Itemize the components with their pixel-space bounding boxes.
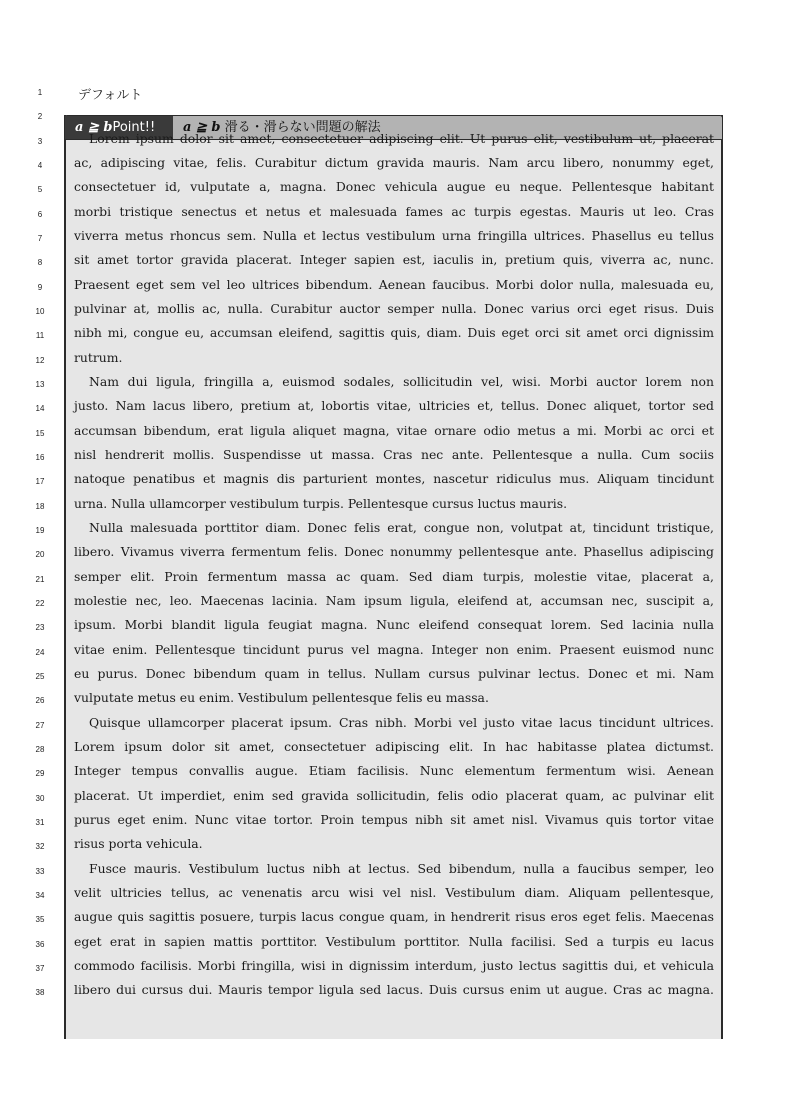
line-number: 31 <box>35 817 45 827</box>
line-number: 35 <box>35 915 45 925</box>
tag-math: a ≧ b <box>75 120 113 135</box>
body-text-line: Lorem ipsum dolor sit amet, consectetuer adipiscing elit. Ut purus elit, vestibulum ut, placerat <box>89 130 714 146</box>
line-number: 38 <box>35 988 45 998</box>
line-number: 3 <box>37 136 43 146</box>
line-number: 8 <box>37 258 43 268</box>
body-text-line: eu purus. Donec bibendum quam in tellus. Nullam cursus pulvinar lectus. Donec et mi. Nam <box>74 665 714 681</box>
line-number: 23 <box>35 623 45 633</box>
body-text-line: ac, adipiscing vitae, felis. Curabitur dictum gravida mauris. Nam arcu libero, nonummy eget, <box>74 154 714 170</box>
line-number: 1 <box>37 88 43 97</box>
line-number: 29 <box>35 769 45 779</box>
body-text-line: Fusce mauris. Vestibulum luctus nibh at lectus. Sed bibendum, nulla a faucibus semper, leo <box>89 860 714 876</box>
line-number: 32 <box>35 842 45 852</box>
line-number: 18 <box>35 501 45 511</box>
line-number: 37 <box>35 963 45 973</box>
line-number: 12 <box>35 355 45 365</box>
tag-label: Point!! <box>112 120 156 135</box>
body-text-line: pulvinar at, mollis ac, nulla. Curabitur auctor semper nulla. Donec varius orci eget risus. Duis <box>74 300 714 316</box>
body-text-line: viverra metus rhoncus sem. Nulla et lectus vestibulum urna fringilla ultrices. Phasellus eu tellus <box>74 227 714 243</box>
body-text-line: Quisque ullamcorper placerat ipsum. Cras nibh. Morbi vel justo vitae lacus tincidunt ultrices. <box>89 714 714 730</box>
body-text-line: sit amet tortor gravida placerat. Integer sapien est, iaculis in, pretium quis, viverra ac, nunc. <box>74 252 714 268</box>
line-number: 27 <box>35 720 45 730</box>
body-text-line: natoque penatibus et magnis dis parturient montes, nascetur ridiculus mus. Aliquam tincidunt <box>74 471 714 487</box>
line-number: 21 <box>35 574 45 584</box>
body-text-line: risus porta vehicula. <box>74 836 203 852</box>
line-number: 11 <box>35 331 45 341</box>
line-number: 26 <box>35 696 45 706</box>
line-number: 2 <box>37 112 43 122</box>
body-text-line: Nam dui ligula, fringilla a, euismod sodales, sollicitudin vel, wisi. Morbi auctor lorem non <box>89 373 714 389</box>
line-number: 20 <box>35 550 45 560</box>
line-number: 36 <box>35 939 45 949</box>
body-text-line: placerat. Ut imperdiet, enim sed gravida sollicitudin, felis odio placerat quam, ac pulvinar elit <box>74 787 714 803</box>
line-number: 22 <box>35 598 45 608</box>
line-number: 14 <box>35 404 45 414</box>
body-text-line: Lorem ipsum dolor sit amet, consectetuer adipiscing elit. In hac habitasse platea dictumst. <box>74 738 714 754</box>
body-text-line: commodo facilisis. Morbi fringilla, wisi in dignissim interdum, justo lectus sagittis dui, et vehicula <box>74 957 714 973</box>
line-number: 30 <box>35 793 45 803</box>
line-number: 9 <box>37 282 43 292</box>
line-number: 25 <box>35 671 45 681</box>
line-number: 6 <box>37 209 43 219</box>
subtitle-text: 滑る・滑らない問題の解法 <box>220 120 381 135</box>
line-number: 5 <box>37 185 43 195</box>
body-text-line: eget erat in sapien mattis porttitor. Vestibulum porttitor. Nulla facilisi. Sed a turpis eu lacus <box>74 933 714 949</box>
body-text-line: Praesent eget sem vel leo ultrices bibendum. Aenean faucibus. Morbi dolor nulla, malesuada eu, <box>74 276 714 292</box>
line-number: 17 <box>35 477 45 487</box>
body-text-line: rutrum. <box>74 349 123 365</box>
body-text-line: purus eget enim. Nunc vitae tortor. Proin tempus nibh sit amet nisl. Vivamus quis tortor vitae <box>74 811 714 827</box>
line-number: 19 <box>35 525 45 535</box>
line-number: 7 <box>37 233 43 243</box>
body-text-line: justo. Nam lacus libero, pretium at, lobortis vitae, ultricies et, tellus. Donec aliquet, tortor sed <box>74 398 714 414</box>
body-text-line: accumsan bibendum, erat ligula aliquet magna, vitae ornare odio metus a mi. Morbi ac orci et <box>74 422 714 438</box>
subtitle-math: a ≧ b <box>183 120 221 135</box>
box-left-border <box>64 115 66 1039</box>
box-right-border <box>721 115 723 1039</box>
line-number: 28 <box>35 744 45 754</box>
body-text-line: velit ultricies tellus, ac venenatis arcu wisi vel nisl. Vestibulum diam. Aliquam pellentesque, <box>74 884 714 900</box>
body-text-line: Nulla malesuada porttitor diam. Donec felis erat, congue non, volutpat at, tincidunt tristique, <box>89 519 714 535</box>
line-number: 16 <box>35 452 45 462</box>
body-text-line: consectetuer id, vulputate a, magna. Donec vehicula augue eu neque. Pellentesque habitant <box>74 179 714 195</box>
body-text-line: molestie nec, leo. Maecenas lacinia. Nam ipsum ligula, eleifend at, accumsan nec, suscipit a, <box>74 592 714 608</box>
line-number: 34 <box>35 890 45 900</box>
body-text-line: vulputate metus eu enim. Vestibulum pellentesque felis eu massa. <box>74 690 489 706</box>
body-text-line: vitae enim. Pellentesque tincidunt purus vel magna. Integer non enim. Praesent euismod nunc <box>74 641 714 657</box>
body-text-line: morbi tristique senectus et netus et malesuada fames ac turpis egestas. Mauris ut leo. Cras <box>74 203 714 219</box>
body-text-line: semper elit. Proin fermentum massa ac quam. Sed diam turpis, molestie vitae, placerat a, <box>74 568 714 584</box>
body-text-line: libero. Vivamus viverra fermentum felis. Donec nonummy pellentesque ante. Phasellus adipiscing <box>74 544 714 560</box>
body-text-line: libero dui cursus dui. Mauris tempor ligula sed lacus. Duis cursus enim ut augue. Cras ac magna. <box>74 982 714 998</box>
body-text-line: nibh mi, congue eu, accumsan eleifend, sagittis quis, diam. Duis eget orci sit amet orci dignissim <box>74 325 714 341</box>
section-heading: デフォルト <box>78 88 143 103</box>
body-text-line: augue quis sagittis posuere, turpis lacus congue quam, in hendrerit risus eros eget felis. Maecenas <box>74 909 714 925</box>
body-text-line: Integer tempus convallis augue. Etiam facilisis. Nunc elementum fermentum wisi. Aenean <box>74 763 714 779</box>
line-number: 4 <box>37 160 43 170</box>
body-text-line: ipsum. Morbi blandit ligula feugiat magna. Nunc eleifend consequat lorem. Sed lacinia nulla <box>74 617 714 633</box>
line-number: 15 <box>35 428 45 438</box>
line-number: 33 <box>35 866 45 876</box>
line-number: 24 <box>35 647 45 657</box>
body-text-line: urna. Nulla ullamcorper vestibulum turpis. Pellentesque cursus luctus mauris. <box>74 495 568 511</box>
body-text-line: nisl hendrerit mollis. Suspendisse ut massa. Cras nec ante. Pellentesque a nulla. Cum sociis <box>74 446 714 462</box>
line-number: 10 <box>35 306 45 316</box>
line-number: 13 <box>35 379 45 389</box>
